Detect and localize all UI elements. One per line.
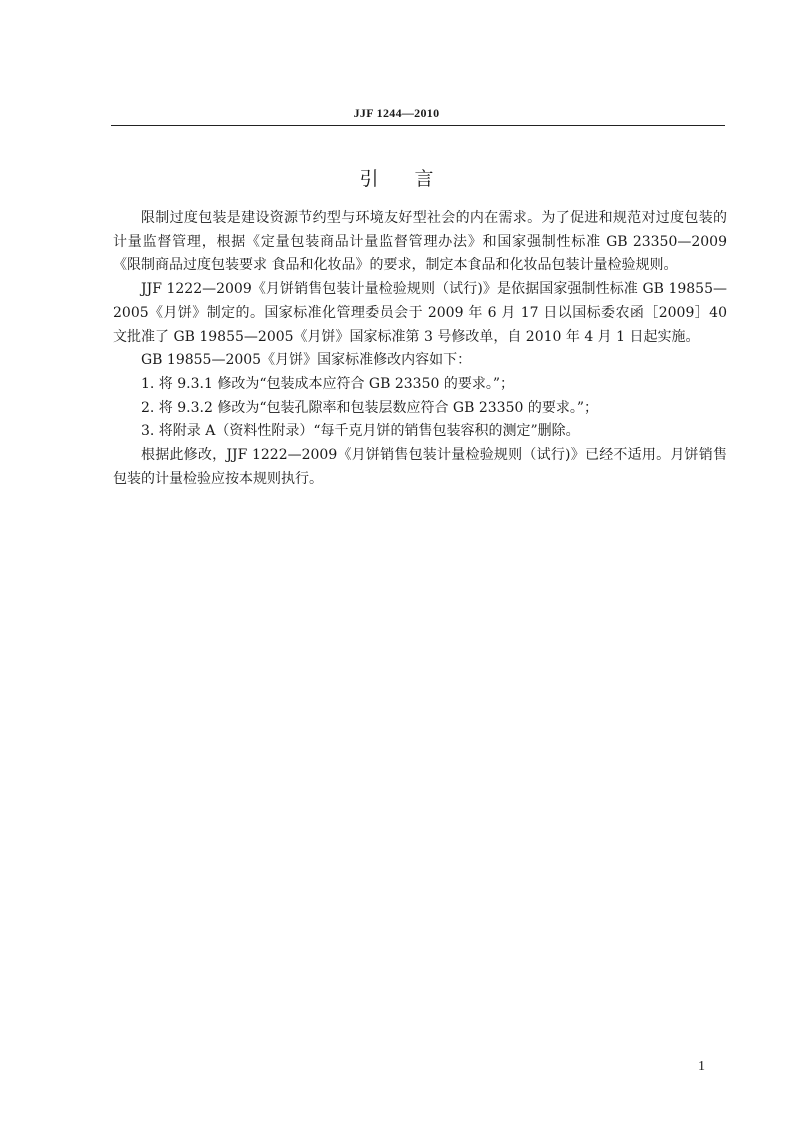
- paragraph-amendment-lead: GB 19855—2005《月饼》国家标准修改内容如下：: [141, 352, 472, 369]
- paragraph-conclusion: 根据此修改，JJF 1222—2009《月饼销售包装计量检验规则（试行)》已经不适用。月饼销售包装的计量检验应按本规则执行。: [113, 447, 727, 487]
- section-title: 引言: [359, 168, 470, 190]
- body-text: [113, 207, 727, 491]
- paragraph-intro: 限制过度包装是建设资源节约型与环境友好型社会的内在需求。为了促进和规范对过度包装的计量监督管理，根据《定量包装商品计量监督管理办法》和国家强制性标准 GB 23350—2009《限制商品过度包装要求 食品和化妆品》的要求，制定本食品和化妆品包装计量检验规则。: [113, 210, 727, 274]
- amendment-item-2: 2. 将 9.3.2 修改为“包装孔隙率和包装层数应符合 GB 23350 的要求。”；: [141, 399, 599, 416]
- document-code: JJF 1244—2010: [353, 106, 440, 120]
- amendment-item-1: 1. 将 9.3.1 修改为“包装成本应符合 GB 23350 的要求。”；: [141, 375, 515, 392]
- header-rule: [111, 125, 725, 126]
- amendment-item-3: 3. 将附录 A（资料性附录）“每千克月饼的销售包装容积的测定”删除。: [141, 423, 580, 440]
- page-number: 1: [698, 1059, 705, 1074]
- paragraph-background: JJF 1222—2009《月饼销售包装计量检验规则（试行)》是依据国家强制性标准 GB 19855—2005《月饼》制定的。国家标准化管理委员会于 2009 年 6 月 17 日以国标委农函［2009］40 文批准了 GB 19855—2005《月饼》国家标准第 3 号修改单，自 2010 年 4 月 1 日起实施。: [113, 281, 727, 345]
